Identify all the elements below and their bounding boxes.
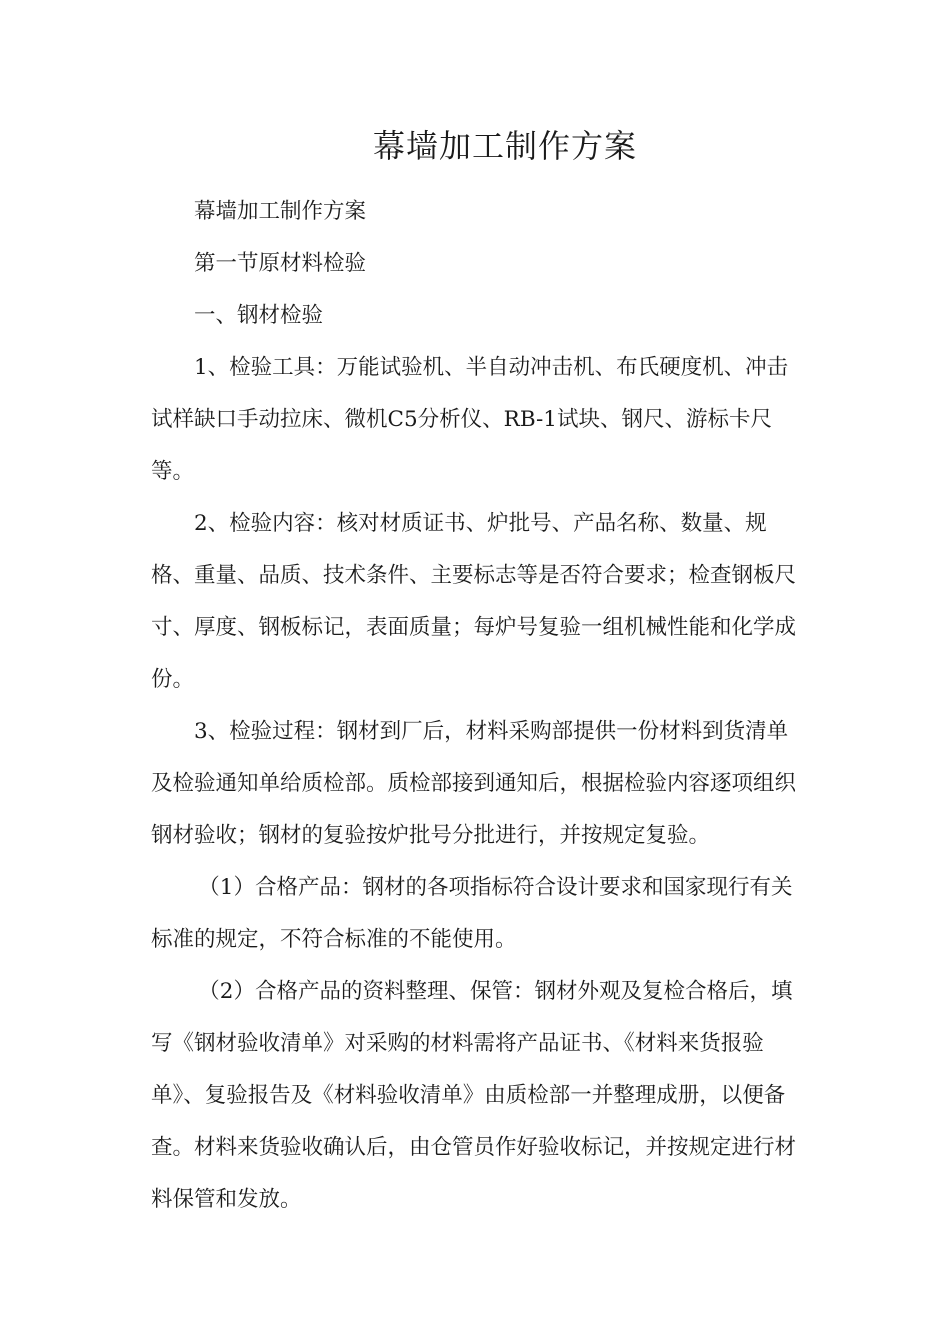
paragraph-subsection-heading: 一、钢材检验 bbox=[194, 303, 324, 328]
paragraph-inspection-content: 2、检验内容：核对材质证书、炉批号、产品名称、数量、规格、重量、品质、技术条件、主要标志等是否符合要求；检查钢板尺寸、厚度、钢板标记，表面质量；每炉号复验一组机械性能和化学成份。 bbox=[151, 511, 797, 692]
paragraph-subtitle: 幕墙加工制作方案 bbox=[194, 199, 367, 224]
paragraph-section-heading: 第一节原材料检验 bbox=[194, 251, 367, 276]
document-body bbox=[151, 186, 803, 1226]
paragraph-qualified-products: （1）合格产品：钢材的各项指标符合设计要求和国家现行有关标准的规定，不符合标准的不能使用。 bbox=[151, 875, 793, 952]
document-title: 幕墙加工制作方案 bbox=[372, 127, 637, 165]
paragraph-inspection-process: 3、检验过程：钢材到厂后，材料采购部提供一份材料到货清单及检验通知单给质检部。质检部接到通知后，根据检验内容逐项组织钢材验收；钢材的复验按炉批号分批进行，并按规定复验。 bbox=[151, 719, 797, 848]
paragraph-records-storage: （2）合格产品的资料整理、保管：钢材外观及复检合格后，填写《钢材验收清单》对采购的材料需将产品证书、《材料来货报验单》、复验报告及《材料验收清单》由质检部一并整理成册，以便备查。材料来货验收确认后，由仓管员作好验收标记，并按规定进行材料保管和发放。 bbox=[151, 979, 797, 1212]
paragraph-inspection-tools: 1、检验工具：万能试验机、半自动冲击机、布氏硬度机、冲击试样缺口手动拉床、微机C5分析仪、RB-1试块、钢尺、游标卡尺等。 bbox=[151, 355, 789, 484]
